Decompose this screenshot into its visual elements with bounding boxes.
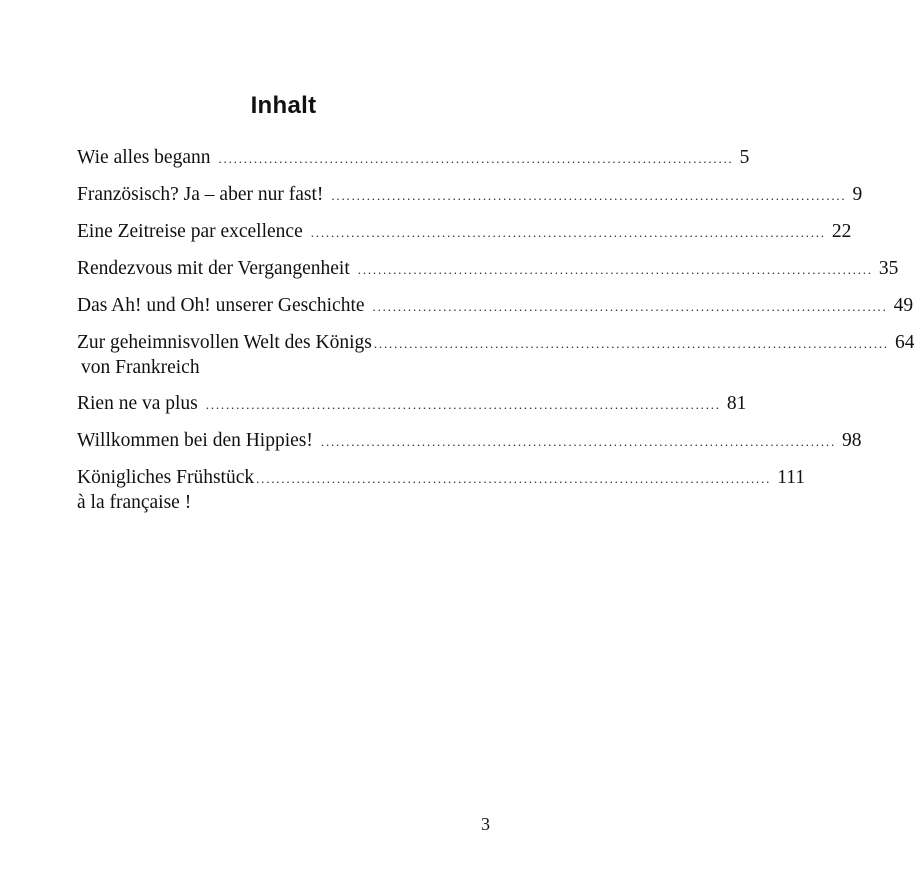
toc-line — [77, 183, 863, 208]
toc-line — [77, 331, 914, 356]
toc-entry-title: Wie alles begann — [77, 147, 211, 168]
toc-line — [77, 466, 806, 491]
toc-line — [77, 220, 852, 245]
toc-line — [77, 429, 862, 454]
toc-entry-title: Rien ne va plus — [77, 393, 198, 414]
toc-entry-page: 22 — [831, 221, 852, 242]
toc-entry-page: 9 — [852, 184, 863, 205]
dot-leader: ...................................................................................................... — [310, 225, 826, 240]
dot-leader: ...................................................................................................... — [373, 336, 889, 351]
toc-entry — [77, 294, 914, 319]
toc-entry — [77, 331, 914, 380]
toc-entry-title: Zur geheimnisvollen Welt des Königs — [77, 332, 372, 353]
toc-entry-title-continuation: von Frankreich — [81, 357, 200, 378]
toc-line — [77, 392, 747, 417]
dot-leader: ...................................................................................................... — [205, 397, 721, 412]
toc-entry — [77, 257, 899, 282]
toc-entry — [77, 183, 863, 208]
toc-entry-title: Französisch? Ja – aber nur fast! — [77, 184, 324, 205]
toc-entry-page: 5 — [739, 147, 750, 168]
toc-line — [77, 146, 750, 171]
toc-entry-title: Das Ah! und Oh! unserer Geschichte — [77, 295, 365, 316]
toc-entry-page: 81 — [726, 393, 747, 414]
toc-entry-page: 111 — [777, 467, 806, 488]
dot-leader: ...................................................................................................... — [372, 299, 888, 314]
toc-entry-title: Eine Zeitreise par excellence — [77, 221, 303, 242]
toc-line — [77, 294, 914, 319]
toc-entry-page: 64 — [894, 332, 914, 353]
dot-leader: ...................................................................................................... — [331, 188, 847, 203]
table-of-contents — [77, 146, 914, 527]
toc-entry-page: 98 — [842, 430, 862, 451]
page-number: 3 — [481, 814, 490, 834]
toc-entry — [77, 220, 852, 245]
toc-entry-title-continuation: à la française ! — [77, 492, 192, 513]
dot-leader: ...................................................................................................... — [357, 262, 873, 277]
toc-entry — [77, 146, 750, 171]
toc-heading: Inhalt — [250, 92, 317, 119]
toc-entry-title: Willkommen bei den Hippies! — [77, 430, 313, 451]
toc-entry-title: Königliches Frühstück — [77, 467, 255, 488]
dot-leader: ...................................................................................................... — [320, 434, 836, 449]
toc-line — [77, 257, 899, 282]
dot-leader: ...................................................................................................... — [218, 151, 734, 166]
toc-entry — [77, 392, 747, 417]
dot-leader: ...................................................................................................... — [256, 471, 772, 486]
toc-entry — [77, 466, 806, 515]
toc-entry-title: Rendezvous mit der Vergangenheit — [77, 258, 350, 279]
toc-entry-page: 49 — [893, 295, 914, 316]
toc-entry-page: 35 — [878, 258, 899, 279]
toc-entry — [77, 429, 862, 454]
